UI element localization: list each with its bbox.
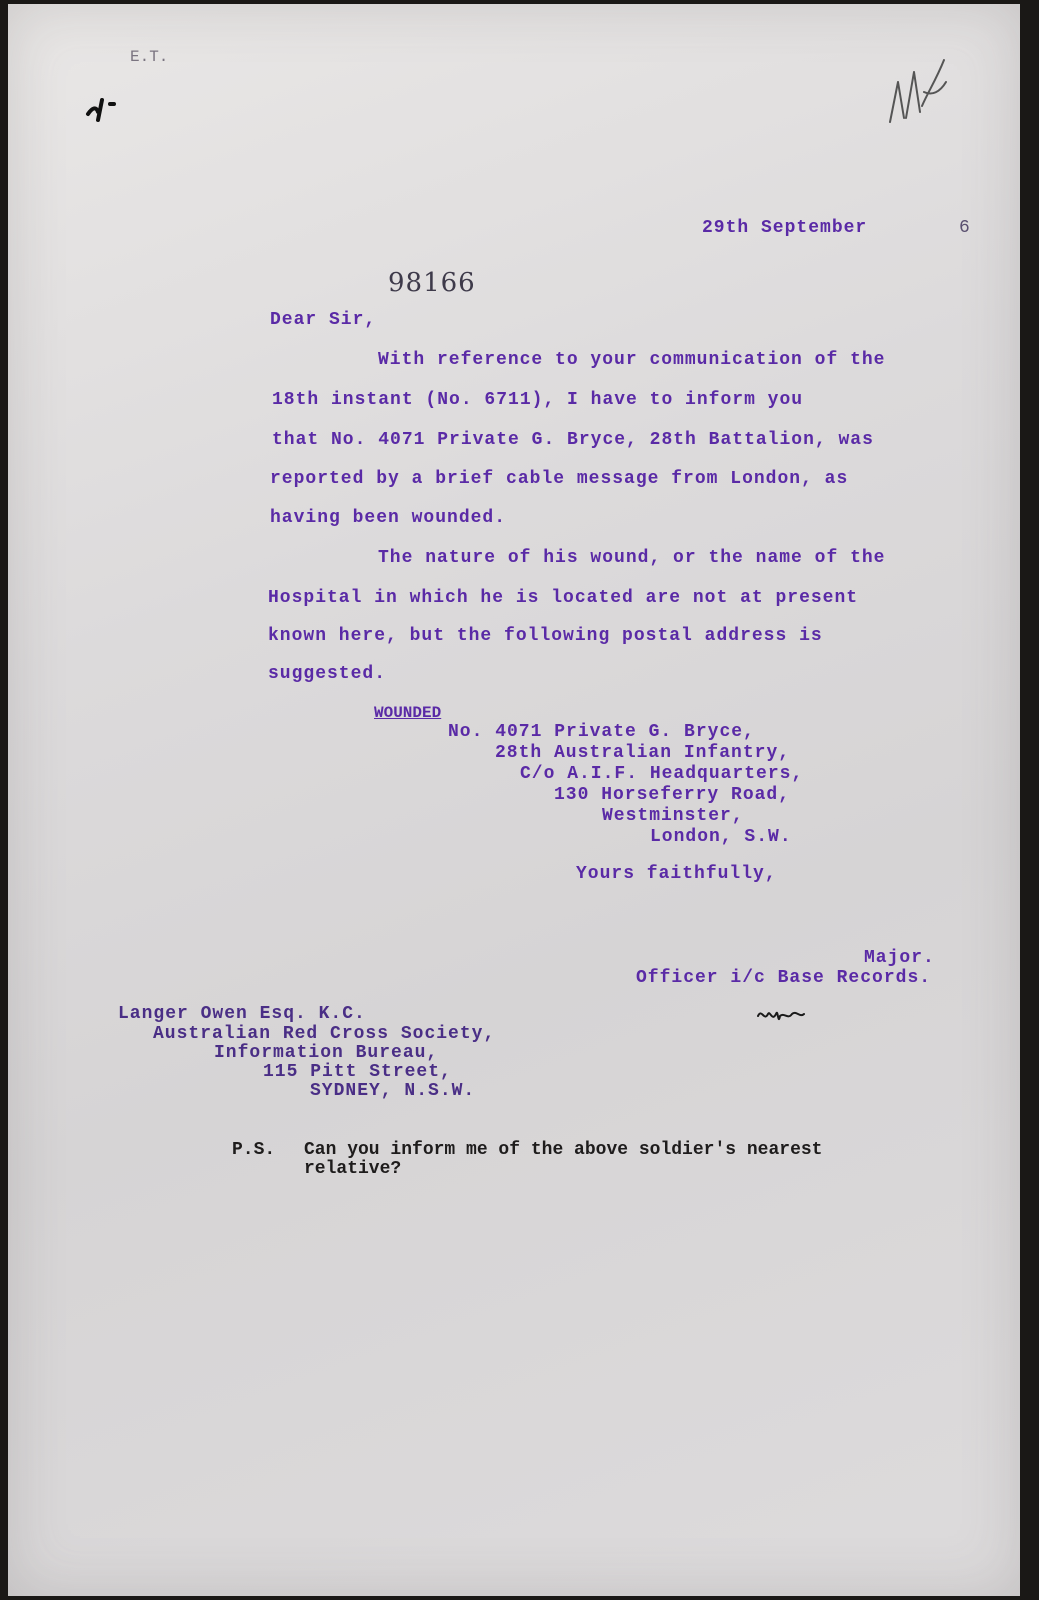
- salutation: Dear Sir,: [270, 310, 377, 330]
- letter-date: 29th September: [702, 218, 868, 238]
- paragraph-line: With reference to your communication of the: [378, 350, 886, 370]
- paragraph-line: suggested.: [268, 664, 387, 684]
- address-line: London, S.W.: [650, 827, 792, 847]
- paragraph-line: that No. 4071 Private G. Bryce, 28th Battalion, was: [272, 430, 874, 450]
- ps-line: Can you inform me of the above soldier's nearest: [304, 1140, 823, 1160]
- address-line: Information Bureau,: [214, 1043, 439, 1063]
- paragraph-line: having been wounded.: [270, 508, 507, 528]
- signatory-title: Officer i/c Base Records.: [636, 968, 932, 988]
- file-number-stamp: 98166: [388, 268, 476, 298]
- handwritten-initials: [756, 1004, 806, 1028]
- letter-page: [8, 4, 1020, 1596]
- corner-initials: E.T.: [130, 48, 169, 66]
- page-number: 6: [959, 218, 971, 238]
- address-line: 115 Pitt Street,: [263, 1062, 452, 1082]
- postal-label: WOUNDED: [374, 704, 442, 722]
- address-line: C/o A.I.F. Headquarters,: [520, 764, 804, 784]
- signatory-rank: Major.: [864, 948, 935, 968]
- address-line: No. 4071 Private G. Bryce,: [448, 722, 755, 742]
- corner-ink-mark: [84, 90, 154, 124]
- ps-line: relative?: [304, 1159, 402, 1179]
- closing: Yours faithfully,: [576, 864, 777, 884]
- paragraph-line: Hospital in which he is located are not at present: [268, 588, 859, 608]
- ps-label: P.S.: [232, 1140, 276, 1160]
- address-line: 28th Australian Infantry,: [495, 743, 791, 763]
- address-line: Australian Red Cross Society,: [153, 1024, 496, 1044]
- initials-signature-top: [884, 52, 954, 132]
- address-line: 130 Horseferry Road,: [554, 785, 791, 805]
- paragraph-line: known here, but the following postal address is: [268, 626, 823, 646]
- address-line: Westminster,: [602, 806, 744, 826]
- address-line: SYDNEY, N.S.W.: [310, 1081, 476, 1101]
- paragraph-line: reported by a brief cable message from London, as: [270, 469, 849, 489]
- address-line: Langer Owen Esq. K.C.: [118, 1004, 366, 1024]
- paragraph-line: The nature of his wound, or the name of the: [378, 548, 886, 568]
- paragraph-line: 18th instant (No. 6711), I have to inform you: [272, 390, 804, 410]
